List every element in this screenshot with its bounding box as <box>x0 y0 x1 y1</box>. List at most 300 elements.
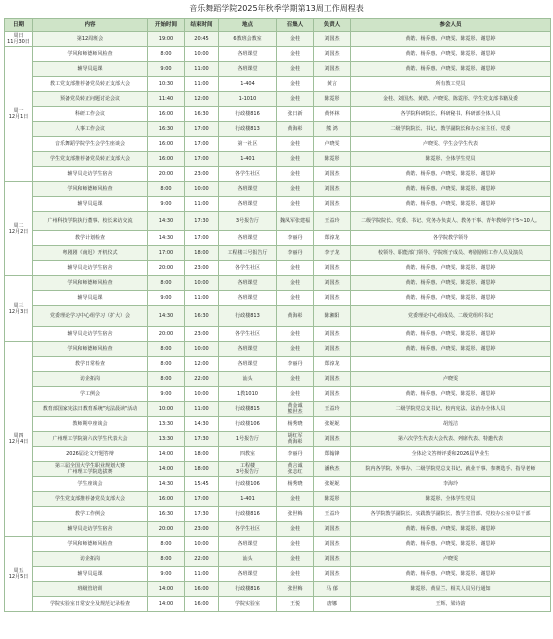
end-time-cell: 16:00 <box>185 582 219 597</box>
person-in-charge-cell: 刘国杰 <box>314 32 351 47</box>
person-in-charge-cell: 刘国杰 <box>314 276 351 291</box>
location-cell: 1-404 <box>219 77 277 92</box>
attendees-cell: 所有教工党员 <box>351 77 551 92</box>
location-cell: 1-401 <box>219 492 277 507</box>
attendees-cell: 陈霓彤、全体学生党员 <box>351 492 551 507</box>
content-cell: 音乐舞蹈学院学生会学生座谈会 <box>33 137 148 152</box>
convener-cell: 张世梅 <box>277 582 314 597</box>
content-cell: 预备党员转正问题讨论会议 <box>33 92 148 107</box>
end-time-cell: 10:00 <box>185 342 219 357</box>
end-time-cell: 11:00 <box>185 291 219 306</box>
person-in-charge-cell: 刘国杰 <box>314 552 351 567</box>
content-cell: 第三届全国大学生职业规划大赛 广州理工学院选拔赛 <box>33 462 148 477</box>
location-cell: 1号报告厅 <box>219 432 277 447</box>
location-cell: 6教班会教室 <box>219 32 277 47</box>
end-time-cell: 23:00 <box>185 167 219 182</box>
start-time-cell: 13:30 <box>148 417 185 432</box>
person-in-charge-cell: 黄言 <box>314 77 351 92</box>
location-cell: 行政楼815 <box>219 402 277 417</box>
content-cell: 人事工作会议 <box>33 122 148 137</box>
end-time-cell: 10:00 <box>185 182 219 197</box>
attendees-cell: 卢晓雯、学生会学生代表 <box>351 137 551 152</box>
start-time-cell: 20:00 <box>148 522 185 537</box>
convener-cell: 金桂 <box>277 342 314 357</box>
start-time-cell: 14:00 <box>148 462 185 477</box>
table-row <box>5 402 551 417</box>
end-time-cell: 17:30 <box>185 212 219 231</box>
content-cell: 广州科技学院执行董事、校长来访交流 <box>33 212 148 231</box>
start-time-cell: 16:00 <box>148 107 185 122</box>
header-attendees: 参会人员 <box>351 19 551 32</box>
start-time-cell: 20:00 <box>148 327 185 342</box>
end-time-cell: 17:00 <box>185 152 219 167</box>
content-cell: 粤剧剧《南迟》开机仪式 <box>33 246 148 261</box>
person-in-charge-cell: 熊 鸿 <box>314 122 351 137</box>
attendees-cell: 金桂、刘国杰、黄皓、卢晓雯、陈霓彤、学生党支部书籍及委 <box>351 92 551 107</box>
start-time-cell: 16:00 <box>148 492 185 507</box>
table-row <box>5 122 551 137</box>
day-label: 周二 12月2日 <box>5 182 33 276</box>
start-time-cell: 9:00 <box>148 197 185 212</box>
convener-cell: 黄海彰 <box>277 122 314 137</box>
location-cell: 各班课堂 <box>219 47 277 62</box>
start-time-cell: 14:00 <box>148 597 185 612</box>
table-row <box>5 432 551 447</box>
start-time-cell: 11:40 <box>148 92 185 107</box>
convener-cell: 金桂 <box>277 492 314 507</box>
location-cell: 各学生社区 <box>219 167 277 182</box>
attendees-cell: 卢晓雯 <box>351 552 551 567</box>
location-cell: 各班课堂 <box>219 357 277 372</box>
content-cell: 教学计划检查 <box>33 231 148 246</box>
start-time-cell: 20:00 <box>148 261 185 276</box>
end-time-cell: 18:00 <box>185 462 219 477</box>
person-in-charge-cell: 张妮妮 <box>314 417 351 432</box>
end-time-cell: 23:00 <box>185 327 219 342</box>
content-cell: 辅导员走访学生宿舍 <box>33 167 148 182</box>
content-cell: 访企拓岗 <box>33 552 148 567</box>
header-row <box>5 19 551 32</box>
table-row <box>5 522 551 537</box>
location-cell: 各班课堂 <box>219 291 277 306</box>
convener-cell: 金桂 <box>277 261 314 276</box>
content-cell: 辅导员走访学生宿舍 <box>33 261 148 276</box>
person-in-charge-cell: 陈霓彤 <box>314 492 351 507</box>
end-time-cell: 18:00 <box>185 447 219 462</box>
convener-cell: 黄海彰 <box>277 306 314 327</box>
content-cell: 学院实验室日常安全及规范记录检查 <box>33 597 148 612</box>
table-row <box>5 552 551 567</box>
table-row <box>5 582 551 597</box>
table-row <box>5 567 551 582</box>
end-time-cell: 17:30 <box>185 507 219 522</box>
table-row <box>5 417 551 432</box>
person-in-charge-cell: 陈湘阳 <box>314 306 351 327</box>
location-cell: 第一社区 <box>219 137 277 152</box>
attendees-cell: 黄皓、杨乔惠、卢晓雯、陈霓彤、谢思婷 <box>351 387 551 402</box>
end-time-cell: 10:00 <box>185 276 219 291</box>
attendees-cell: 各学院教学领导 <box>351 231 551 246</box>
header-start-time: 开始时间 <box>148 19 185 32</box>
person-in-charge-cell: 刘国杰 <box>314 537 351 552</box>
convener-cell: 黄言诚 张志红 <box>277 462 314 477</box>
end-time-cell: 11:00 <box>185 197 219 212</box>
convener-cell: 金桂 <box>277 291 314 306</box>
table-row <box>5 246 551 261</box>
content-cell: 辅导员巡课 <box>33 197 148 212</box>
location-cell: 1教1010 <box>219 387 277 402</box>
table-row <box>5 231 551 246</box>
table-row <box>5 357 551 372</box>
header-location: 地点 <box>219 19 277 32</box>
content-cell: 学生党支部推荐备党员转正支部大会 <box>33 152 148 167</box>
end-time-cell: 15:45 <box>185 477 219 492</box>
table-row <box>5 152 551 167</box>
person-in-charge-cell: 刘国杰 <box>314 291 351 306</box>
convener-cell: 金桂 <box>277 92 314 107</box>
start-time-cell: 20:00 <box>148 167 185 182</box>
day-label: 周日 11月30日 <box>5 32 33 47</box>
person-in-charge-cell: 王益玲 <box>314 507 351 522</box>
table-row <box>5 372 551 387</box>
location-cell: 各班课堂 <box>219 62 277 77</box>
attendees-cell: 黄皓、杨乔惠、卢晓雯、陈霓彤、谢思婷 <box>351 167 551 182</box>
attendees-cell: 黄皓、杨乔惠、卢晓雯、陈霓彤、谢思婷 <box>351 327 551 342</box>
location-cell: 行政楼816 <box>219 507 277 522</box>
convener-cell: 金桂 <box>277 276 314 291</box>
convener-cell: 胡红军 黄海彰 <box>277 432 314 447</box>
convener-cell: 金桂 <box>277 537 314 552</box>
convener-cell: 金桂 <box>277 327 314 342</box>
person-in-charge-cell: 郑淳龙 <box>314 357 351 372</box>
start-time-cell: 17:00 <box>148 246 185 261</box>
table-row <box>5 492 551 507</box>
end-time-cell: 17:00 <box>185 122 219 137</box>
day-label: 周四 12月4日 <box>5 342 33 537</box>
table-row <box>5 342 551 357</box>
end-time-cell: 17:00 <box>185 137 219 152</box>
end-time-cell: 12:00 <box>185 92 219 107</box>
location-cell: 工程楼三号报告厅 <box>219 246 277 261</box>
content-cell: 第12周班会 <box>33 32 148 47</box>
table-row <box>5 447 551 462</box>
content-cell: 教学日常检查 <box>33 357 148 372</box>
start-time-cell: 8:00 <box>148 372 185 387</box>
end-time-cell: 16:30 <box>185 306 219 327</box>
convener-cell: 王悦 <box>277 597 314 612</box>
table-row <box>5 477 551 492</box>
convener-cell: 李丽丹 <box>277 447 314 462</box>
start-time-cell: 8:00 <box>148 47 185 62</box>
attendees-cell: 黄皓、杨乔惠、卢晓雯、陈霓彤、谢思婷 <box>351 342 551 357</box>
person-in-charge-cell: 黄怀林 <box>314 107 351 122</box>
attendees-cell: 全体论文答辩评委和2026届毕业生 <box>351 447 551 462</box>
end-time-cell: 20:45 <box>185 32 219 47</box>
convener-cell: 杨秀晓 <box>277 417 314 432</box>
location-cell: 工程楼 3号报告厅 <box>219 462 277 477</box>
attendees-cell: 校领导、职能部门领导、学院班子成员、粤剧剧组工作人员及演员 <box>351 246 551 261</box>
convener-cell: 金桂 <box>277 522 314 537</box>
convener-cell: 金桂 <box>277 372 314 387</box>
location-cell: 1-401 <box>219 152 277 167</box>
start-time-cell: 8:00 <box>148 182 185 197</box>
content-cell: 学生党支部推荐备党员支部大会 <box>33 492 148 507</box>
content-cell: 学风和师德师风检查 <box>33 47 148 62</box>
start-time-cell: 14:00 <box>148 582 185 597</box>
attendees-cell: 黄皓、杨乔惠、卢晓雯、陈霓彤、谢思婷 <box>351 291 551 306</box>
end-time-cell: 23:00 <box>185 522 219 537</box>
start-time-cell: 8:00 <box>148 537 185 552</box>
table-row <box>5 32 551 47</box>
content-cell: 科研工作会议 <box>33 107 148 122</box>
location-cell: 各班课堂 <box>219 197 277 212</box>
table-row <box>5 276 551 291</box>
start-time-cell: 16:30 <box>148 122 185 137</box>
person-in-charge-cell: 张妮妮 <box>314 477 351 492</box>
content-cell: 班级管培训 <box>33 582 148 597</box>
person-in-charge-cell: 刘国杰 <box>314 47 351 62</box>
start-time-cell: 10:30 <box>148 77 185 92</box>
table-row <box>5 92 551 107</box>
end-time-cell: 17:00 <box>185 231 219 246</box>
table-row <box>5 77 551 92</box>
content-cell: 辅导员走访学生宿舍 <box>33 522 148 537</box>
convener-cell: 李丽丹 <box>277 231 314 246</box>
content-cell: 辅导员巡课 <box>33 62 148 77</box>
content-cell: 学风和师德师风检查 <box>33 182 148 197</box>
convener-cell: 金桂 <box>277 137 314 152</box>
attendees-cell: 黄皓、杨乔惠、卢晓雯、陈霓彤、谢思婷 <box>351 62 551 77</box>
location-cell: 行政楼816 <box>219 582 277 597</box>
location-cell: 行政楼816 <box>219 107 277 122</box>
person-in-charge-cell: 卢晓雯 <box>314 137 351 152</box>
attendees-cell: 卢晓雯 <box>351 372 551 387</box>
person-in-charge-cell: 马 郁 <box>314 582 351 597</box>
start-time-cell: 16:00 <box>148 137 185 152</box>
content-cell: 教师期中座谈会 <box>33 417 148 432</box>
person-in-charge-cell: 陈霓彤 <box>314 152 351 167</box>
table-row <box>5 387 551 402</box>
location-cell: 行政楼813 <box>219 122 277 137</box>
table-row <box>5 182 551 197</box>
header-convener: 召集人 <box>277 19 314 32</box>
attendees-cell: 黄皓、杨乔惠、卢晓雯、陈霓彤、谢思婷 <box>351 47 551 62</box>
content-cell: 学生座谈会 <box>33 477 148 492</box>
location-cell: 汕头 <box>219 372 277 387</box>
table-row <box>5 327 551 342</box>
start-time-cell: 8:00 <box>148 357 185 372</box>
convener-cell: 金桂 <box>277 387 314 402</box>
convener-cell: 杨秀晓 <box>277 477 314 492</box>
convener-cell: 张日新 <box>277 107 314 122</box>
person-in-charge-cell: 王益玲 <box>314 212 351 231</box>
attendees-cell: 王辉、梁诗韵 <box>351 597 551 612</box>
convener-cell: 金桂 <box>277 167 314 182</box>
attendees-cell: 二级学院党总支书记、校内宪法、法治办全体人员 <box>351 402 551 417</box>
location-cell: 四教室 <box>219 447 277 462</box>
start-time-cell: 14:30 <box>148 231 185 246</box>
location-cell: 行政楼106 <box>219 477 277 492</box>
person-in-charge-cell: 王益玲 <box>314 402 351 417</box>
end-time-cell: 16:00 <box>185 597 219 612</box>
location-cell: 各学生社区 <box>219 327 277 342</box>
location-cell: 各学生社区 <box>219 522 277 537</box>
end-time-cell: 22:00 <box>185 552 219 567</box>
content-cell: 教工党支部推荐备党员转正支部大会 <box>33 77 148 92</box>
table-row <box>5 212 551 231</box>
location-cell: 行政楼813 <box>219 306 277 327</box>
start-time-cell: 10:00 <box>148 402 185 417</box>
person-in-charge-cell: 刘国杰 <box>314 387 351 402</box>
content-cell: 党委理论学习中心组学习（扩大）会 <box>33 306 148 327</box>
content-cell: 学工例会 <box>33 387 148 402</box>
end-time-cell: 11:00 <box>185 567 219 582</box>
end-time-cell: 11:00 <box>185 77 219 92</box>
attendees-cell: 党委理论中心组成员、二级党组织书记 <box>351 306 551 327</box>
location-cell: 各班课堂 <box>219 182 277 197</box>
table-row <box>5 137 551 152</box>
start-time-cell: 14:30 <box>148 306 185 327</box>
end-time-cell: 22:00 <box>185 372 219 387</box>
table-row <box>5 47 551 62</box>
end-time-cell: 11:00 <box>185 402 219 417</box>
convener-cell: 李丽丹 <box>277 357 314 372</box>
table-row <box>5 291 551 306</box>
convener-cell: 金桂 <box>277 62 314 77</box>
convener-cell: 金桂 <box>277 32 314 47</box>
content-cell: 2026届论文开题答辩 <box>33 447 148 462</box>
attendees-cell: 各学院教学副院长、实践教学副院长、教学主管部、党校办公室中层干部 <box>351 507 551 522</box>
end-time-cell: 11:00 <box>185 62 219 77</box>
person-in-charge-cell: 郑淳龙 <box>314 231 351 246</box>
start-time-cell: 9:00 <box>148 387 185 402</box>
attendees-cell: 黄皓、杨乔惠、卢晓雯、陈霓彤、谢思婷 <box>351 32 551 47</box>
person-in-charge-cell: 陈霓彤 <box>314 92 351 107</box>
person-in-charge-cell: 刘国杰 <box>314 62 351 77</box>
person-in-charge-cell: 刘国杰 <box>314 342 351 357</box>
end-time-cell: 23:00 <box>185 261 219 276</box>
attendees-cell: 陈霓彤、黄显兰、相关人员另行通知 <box>351 582 551 597</box>
location-cell: 行政楼106 <box>219 417 277 432</box>
start-time-cell: 14:30 <box>148 212 185 231</box>
day-label: 周一 12月1日 <box>5 47 33 182</box>
end-time-cell: 14:30 <box>185 417 219 432</box>
header-person-in-charge: 负责人 <box>314 19 351 32</box>
person-in-charge-cell: 刘国杰 <box>314 567 351 582</box>
table-row <box>5 62 551 77</box>
content-cell: 教学工作例会 <box>33 507 148 522</box>
end-time-cell: 17:00 <box>185 492 219 507</box>
convener-cell: 金桂 <box>277 567 314 582</box>
person-in-charge-cell: 刘国杰 <box>314 522 351 537</box>
content-cell: 学风和师德师风检查 <box>33 537 148 552</box>
convener-cell: 金桂 <box>277 182 314 197</box>
location-cell: 3号报告厅 <box>219 212 277 231</box>
convener-cell: 金桂 <box>277 552 314 567</box>
day-label: 周三 12月3日 <box>5 276 33 342</box>
location-cell: 各班课堂 <box>219 231 277 246</box>
convener-cell: 黄金诚 熊世杰 <box>277 402 314 417</box>
start-time-cell: 16:30 <box>148 507 185 522</box>
person-in-charge-cell: 刘国杰 <box>314 182 351 197</box>
attendees-cell: 各学院科研院长、科研秘书、科研部全体人员 <box>351 107 551 122</box>
start-time-cell: 14:30 <box>148 477 185 492</box>
convener-cell: 李丽丹 <box>277 246 314 261</box>
attendees-cell: 第六次学生代表大会代表、列席代表、特邀代表 <box>351 432 551 447</box>
table-row <box>5 507 551 522</box>
start-time-cell: 8:00 <box>148 276 185 291</box>
attendees-cell: 院内各学院、外事办、二级学院党总支书记、就业干事、参赛选手、指导老师 <box>351 462 551 477</box>
table-row <box>5 306 551 327</box>
convener-cell: 张世梅 <box>277 507 314 522</box>
start-time-cell: 19:00 <box>148 32 185 47</box>
attendees-cell: 黄皓、杨乔惠、卢晓雯、陈霓彤、谢思婷 <box>351 567 551 582</box>
end-time-cell: 16:30 <box>185 107 219 122</box>
attendees-cell: 二级学院院长、书记、教学副院长和办公室主任、党委 <box>351 122 551 137</box>
attendees-cell: 陈霓彤、全体学生党员 <box>351 152 551 167</box>
person-in-charge-cell: 刘国杰 <box>314 432 351 447</box>
person-in-charge-cell: 潘秋杰 <box>314 462 351 477</box>
end-time-cell: 10:00 <box>185 47 219 62</box>
attendees-cell: 黄皓、杨乔惠、卢晓雯、陈霓彤、谢思婷 <box>351 522 551 537</box>
start-time-cell: 13:30 <box>148 432 185 447</box>
start-time-cell: 16:00 <box>148 152 185 167</box>
end-time-cell: 17:30 <box>185 432 219 447</box>
person-in-charge-cell: 刘国杰 <box>314 327 351 342</box>
person-in-charge-cell: 刘国杰 <box>314 167 351 182</box>
content-cell: 学风和师德师风检查 <box>33 342 148 357</box>
attendees-cell: 黄皓、杨乔惠、卢晓雯、陈霓彤、谢思婷 <box>351 276 551 291</box>
end-time-cell: 10:00 <box>185 387 219 402</box>
table-row <box>5 197 551 212</box>
start-time-cell: 9:00 <box>148 567 185 582</box>
content-cell: 访企拓岗 <box>33 372 148 387</box>
person-in-charge-cell: 刘国杰 <box>314 261 351 276</box>
day-label: 周五 12月5日 <box>5 537 33 612</box>
attendees-cell <box>351 357 551 372</box>
person-in-charge-cell: 刘国杰 <box>314 197 351 212</box>
start-time-cell: 8:00 <box>148 342 185 357</box>
start-time-cell: 8:00 <box>148 552 185 567</box>
start-time-cell: 9:00 <box>148 62 185 77</box>
attendees-cell: 黄皓、杨乔惠、卢晓雯、陈霓彤、谢思婷 <box>351 261 551 276</box>
end-time-cell: 12:00 <box>185 357 219 372</box>
location-cell: 1-1010 <box>219 92 277 107</box>
content-cell: 学风和师德师风检查 <box>33 276 148 291</box>
page-title: 音乐舞蹈学院2025年秋季学期第13周工作周程表 <box>189 4 364 13</box>
person-in-charge-cell: 刘国杰 <box>314 372 351 387</box>
table-row <box>5 167 551 182</box>
table-row <box>5 597 551 612</box>
location-cell: 各班课堂 <box>219 567 277 582</box>
location-cell: 各班课堂 <box>219 276 277 291</box>
end-time-cell: 10:00 <box>185 537 219 552</box>
location-cell: 汕头 <box>219 552 277 567</box>
location-cell: 各班课堂 <box>219 342 277 357</box>
convener-cell: 金桂 <box>277 197 314 212</box>
attendees-cell: 黄皓、杨乔惠、卢晓雯、陈霓彤、谢思婷 <box>351 182 551 197</box>
convener-cell: 金桂 <box>277 152 314 167</box>
content-cell: 辅导员走访学生宿舍 <box>33 327 148 342</box>
convener-cell: 金桂 <box>277 47 314 62</box>
person-in-charge-cell: 唐娜 <box>314 597 351 612</box>
end-time-cell: 18:00 <box>185 246 219 261</box>
convener-cell: 魏凤军张建福 <box>277 212 314 231</box>
content-cell: 辅导员巡课 <box>33 567 148 582</box>
content-cell: 广州理工学院第六次学生代表大会 <box>33 432 148 447</box>
attendees-cell: 胡莲洁 <box>351 417 551 432</box>
attendees-cell: 黄皓、杨乔惠、卢晓雯、陈霓彤、谢思婷 <box>351 197 551 212</box>
